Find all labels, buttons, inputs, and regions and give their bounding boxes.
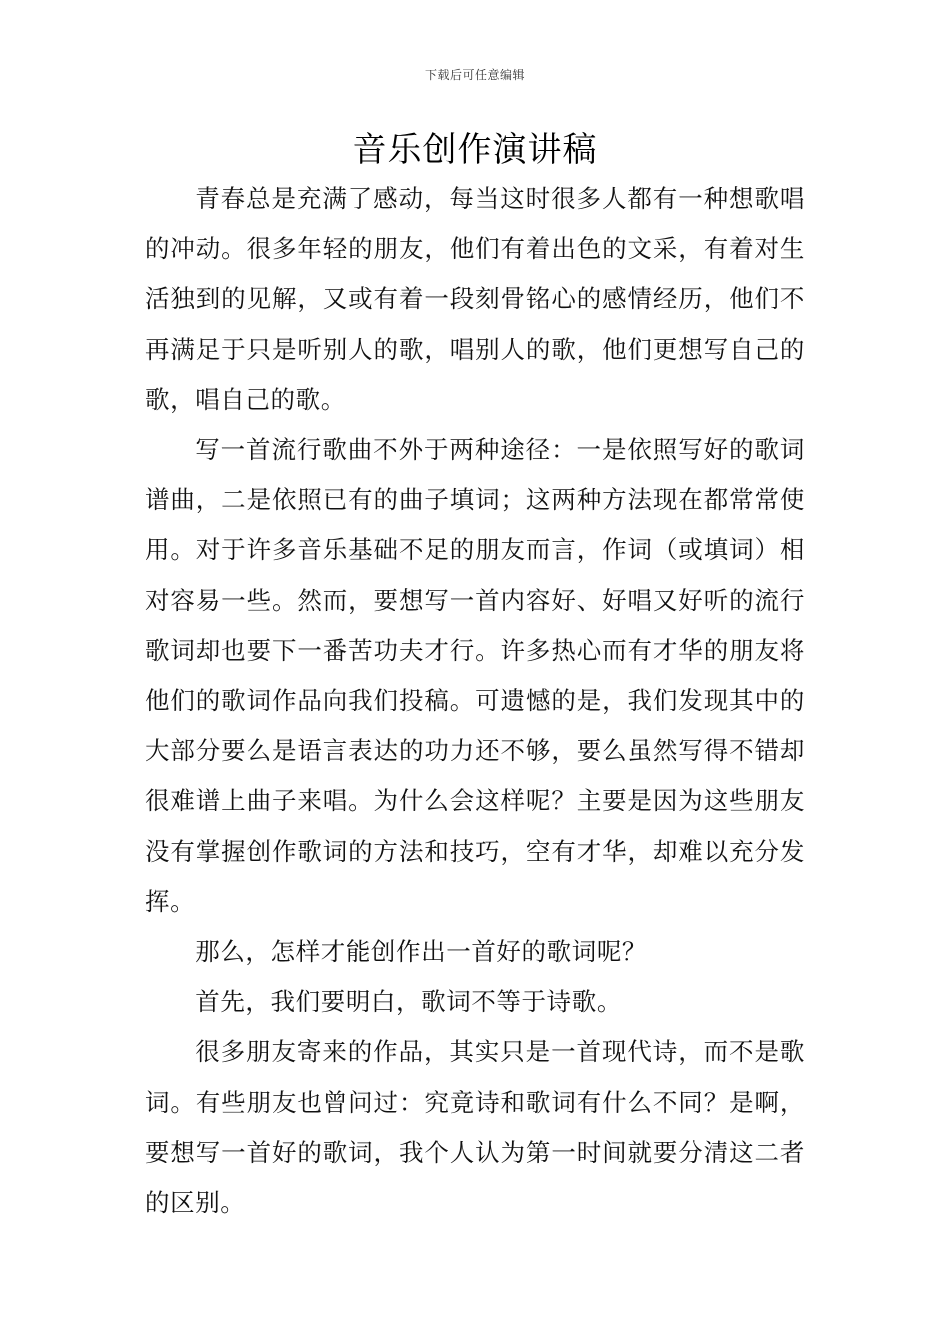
paragraph-2: 写一首流行歌曲不外于两种途径：一是依照写好的歌词谱曲，二是依照已有的曲子填词；这两种方法现在都常常使用。对于许多音乐基础不足的朋友而言，作词（或填词）相对容易一些。然而，要想写一首内容好、好唱又好听的流行歌词却也要下一番苦功夫才行。许多热心而有才华的朋友将他们的歌词作品向我们投稿。可遗憾的是，我们发现其中的大部分要么是语言表达的功力还不够，要么虽然写得不错却很难谱上曲子来唱。为什么会这样呢？主要是因为这些朋友没有掌握创作歌词的方法和技巧，空有才华，却难以充分发挥。 bbox=[145, 435, 805, 916]
document-body bbox=[145, 174, 805, 1228]
paragraph-4: 首先，我们要明白，歌词不等于诗歌。 bbox=[195, 987, 622, 1017]
paragraph-1: 青春总是充满了感动，每当这时很多人都有一种想歌唱的冲动。很多年轻的朋友，他们有着出色的文采，有着对生活独到的见解，又或有着一段刻骨铭心的感情经历，他们不再满足于只是听别人的歌，唱别人的歌，他们更想写自己的歌，唱自己的歌。 bbox=[145, 184, 805, 414]
paragraph-5: 很多朋友寄来的作品，其实只是一首现代诗，而不是歌词。有些朋友也曾问过：究竟诗和歌词有什么不同？是啊，要想写一首好的歌词，我个人认为第一时间就要分清这二者的区别。 bbox=[145, 1037, 805, 1218]
header-note: 下载后可任意编辑 bbox=[424, 68, 525, 82]
document-title: 音乐创作演讲稿 bbox=[352, 130, 598, 170]
paragraph-3: 那么，怎样才能创作出一首好的歌词呢？ bbox=[195, 937, 648, 967]
